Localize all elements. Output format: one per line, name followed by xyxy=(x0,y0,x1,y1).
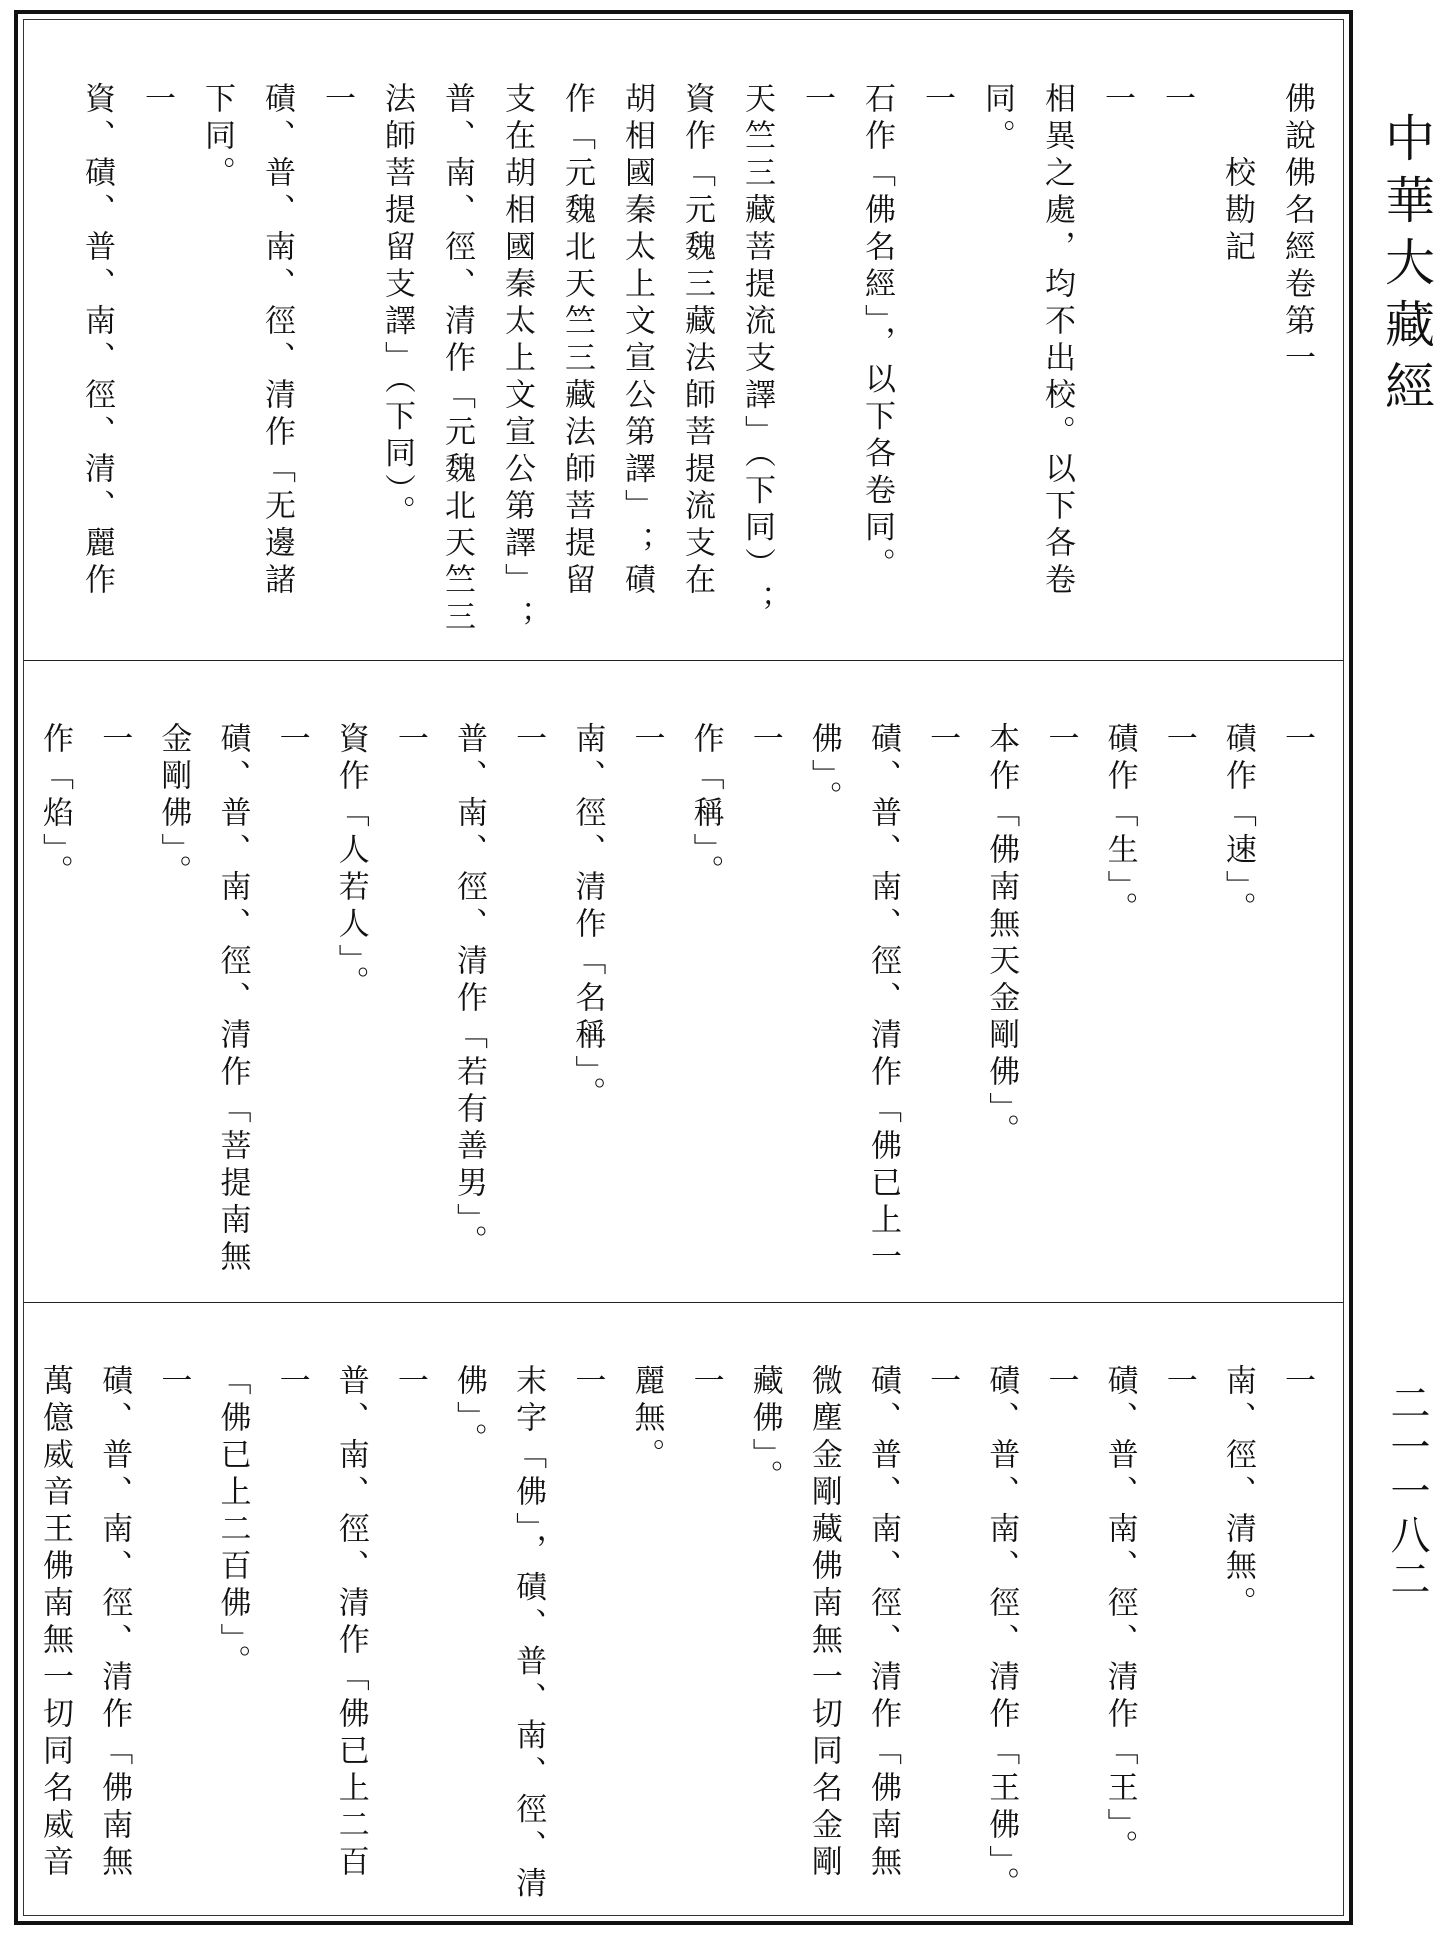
page-frame xyxy=(14,10,1353,1925)
text-column: 作「元魏北天竺三藏法師菩提留 xyxy=(559,82,595,600)
text-column: 磧、普、南、徑、清作「无邊諸 xyxy=(259,82,295,600)
text-column xyxy=(907,24,967,652)
band-top xyxy=(26,24,1341,652)
text-column: 佛」。 xyxy=(805,722,842,818)
text-column: 作「焰」。 xyxy=(37,722,74,892)
text-column: 佛」。 xyxy=(451,1364,488,1460)
text-column: 萬億威音王佛南無一切同名威音 xyxy=(37,1364,74,1882)
text-column: 相異之處，均不出校。以下各卷 xyxy=(1039,82,1075,600)
band-divider xyxy=(24,1302,1343,1303)
text-column: 支在胡相國秦太上文宣公第譯」； xyxy=(499,82,535,637)
text-column xyxy=(617,664,676,1294)
collection-title: 中華大藏經 xyxy=(1377,112,1435,422)
text-column: 磧、普、南、徑、清作「王」。 xyxy=(1101,1364,1138,1867)
text-column: 磧、普、南、徑、清作「王佛」。 xyxy=(983,1364,1020,1904)
text-column: 校勘記 xyxy=(1219,82,1255,267)
text-column: 天竺三藏菩提流支譯」（下同）； xyxy=(739,82,775,622)
text-column xyxy=(913,1306,972,1918)
text-column xyxy=(1150,1306,1209,1918)
text-column: 金剛佛」。 xyxy=(155,722,192,892)
text-column xyxy=(262,664,321,1294)
text-column: 同。 xyxy=(979,82,1015,156)
text-column xyxy=(1031,1306,1090,1918)
text-column xyxy=(381,664,440,1294)
text-column: 胡相國秦太上文宣公第譯」；磧 xyxy=(619,82,655,600)
text-column: 磧作「生」。 xyxy=(1101,722,1138,929)
text-column: 磧、普、南、徑、清作「佛南無 xyxy=(96,1364,133,1882)
text-column xyxy=(307,24,367,652)
text-column: 普、南、徑、清作「元魏北天竺三 xyxy=(439,82,475,637)
text-column xyxy=(736,664,795,1294)
text-column: 南、徑、清無。 xyxy=(1219,1364,1256,1623)
text-column xyxy=(1268,1306,1327,1918)
text-column xyxy=(676,1306,735,1918)
band-divider xyxy=(24,660,1343,661)
page-number: 二一一八二 xyxy=(1384,1382,1430,1602)
text-column: 普、南、徑、清作「佛已上二百 xyxy=(332,1364,369,1882)
text-column: 藏佛」。 xyxy=(746,1364,783,1497)
text-column: 普、南、徑、清作「若有善男」。 xyxy=(451,722,488,1262)
text-column: 磧、普、南、徑、清作「菩提南無 xyxy=(214,722,251,1277)
text-column: 磧、普、南、徑、清作「佛已上一 xyxy=(865,722,902,1277)
text-column: 末字「佛」，磧、普、南、徑、清 xyxy=(510,1364,547,1904)
text-column: 資作「人若人」。 xyxy=(332,722,369,1003)
text-column: 微塵金剛藏佛南無一切同名金剛 xyxy=(805,1364,842,1882)
text-column xyxy=(1031,664,1090,1294)
text-column: 「佛已上二百佛」。 xyxy=(214,1364,251,1682)
text-column: 磧、普、南、徑、清作「佛南無 xyxy=(865,1364,902,1882)
text-column: 磧作「速」。 xyxy=(1219,722,1256,929)
text-column: 資作「元魏三藏法師菩提流支在 xyxy=(679,82,715,600)
band-bottom xyxy=(26,1306,1341,1918)
text-column xyxy=(85,664,144,1294)
text-column: 本作「佛南無天金剛佛」。 xyxy=(983,722,1020,1151)
text-column: 南、徑、清作「名稱」。 xyxy=(569,722,606,1114)
text-column xyxy=(1150,664,1209,1294)
text-column xyxy=(787,24,847,652)
text-column xyxy=(127,24,187,652)
text-column xyxy=(558,1306,617,1918)
text-column xyxy=(144,1306,203,1918)
text-column: 法師菩提留支譯」（下同）。 xyxy=(379,82,415,532)
text-column: 石作「佛名經」，以下各卷同。 xyxy=(859,82,895,585)
text-column xyxy=(1147,24,1207,652)
text-column xyxy=(1268,664,1327,1294)
text-column: 佛說佛名經卷第一 xyxy=(1279,82,1315,378)
text-column: 作「稱」。 xyxy=(687,722,724,892)
text-column: 資、磧、普、南、徑、清、麗作 xyxy=(79,82,115,600)
text-column xyxy=(1087,24,1147,652)
text-column: 麗無。 xyxy=(628,1364,665,1475)
text-column xyxy=(499,664,558,1294)
text-column: 下同。 xyxy=(199,82,235,193)
text-column xyxy=(913,664,972,1294)
text-column xyxy=(381,1306,440,1918)
band-middle xyxy=(26,664,1341,1294)
text-column xyxy=(262,1306,321,1918)
